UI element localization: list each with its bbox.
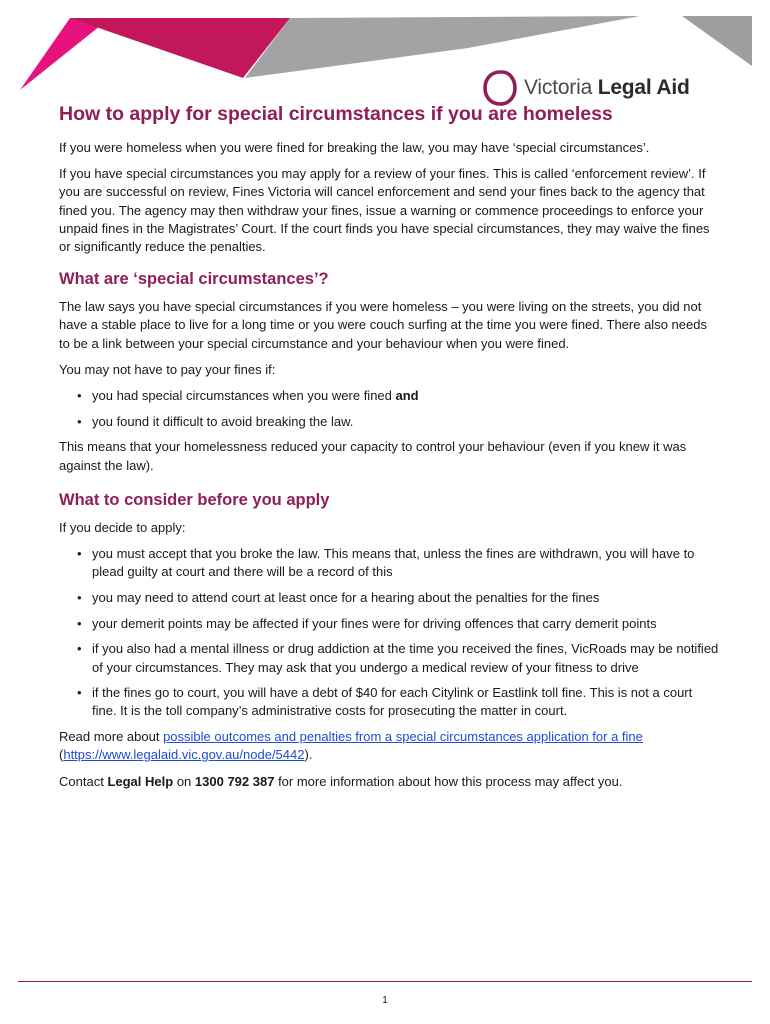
banner-pink-shape — [20, 18, 110, 90]
intro-paragraph-1: If you were homeless when you were fined for breaking the law, you may have ‘special circumstances’. — [59, 140, 650, 155]
footer-divider — [18, 981, 752, 982]
section1-paragraph-1: The law says you have special circumstances if you were homeless – you were living on the streets, you did not have a stable place to live for a long time or you were couch surfing at the time you were fined. There also needs to be a link between your special circumstance and your behaviour when you were fined. — [59, 299, 707, 351]
outcomes-url-link[interactable]: https://www.legalaid.vic.gov.au/node/5442 — [63, 747, 305, 763]
list-item: • you had special circumstances when you were fined and — [59, 387, 719, 405]
banner-grey-corner-shape — [682, 16, 752, 66]
section1-paragraph-2: You may not have to pay your fines if: — [59, 361, 276, 377]
list-item: • if the fines go to court, you will have a debt of $40 for each Citylink or Eastlink toll fine. This is not a court fine. It is the toll company’s administrative costs for prosecuting the matter in court. — [59, 684, 719, 720]
list-item: • if you also had a mental illness or drug addiction at the time you received the fines, VicRoads may be notified of your circumstances. They may ask that you undergo a medical review of your fitness to drive — [59, 640, 719, 676]
read-more-paragraph: Read more about possible outcomes and penalties from a special circumstances application for a fine (https://www.legalaid.vic.gov.au/node/5442). — [59, 729, 643, 763]
page-title: How to apply for special circumstances if you are homeless — [59, 103, 613, 125]
logo-text: Victoria Legal Aid — [524, 76, 690, 99]
section1-list — [59, 387, 719, 431]
page-number: 1 — [382, 995, 388, 1006]
section1-paragraph-3: This means that your homelessness reduced your capacity to control your behaviour (even if you knew it was against the law). — [59, 439, 687, 473]
list-item: • your demerit points may be affected if your fines were for driving offences that carry demerit points — [59, 615, 719, 633]
legal-help-name: Legal Help — [107, 773, 174, 789]
contact-paragraph: Contact Legal Help on 1300 792 387 for more information about how this process may affect you. — [59, 773, 623, 789]
phone-number: 1300 792 387 — [194, 773, 275, 789]
intro-paragraph-2: If you have special circumstances you may apply for a review of your fines. This is called ‘enforcement review’. If you are successful on review, Fines Victoria will cancel enforcement and send your fines back to the agency that fined you. The agency may then withdraw your fines, issue a warning or commence proceedings to enforce your unpaid fines in the Magistrates’ Court. If the court finds you have special circumstances, they may waive the fines or significantly reduce the penalties. — [59, 166, 710, 255]
outcomes-link[interactable]: possible outcomes and penalties from a special circumstances application for a fine — [163, 729, 643, 745]
section-heading-consider: What to consider before you apply — [59, 490, 330, 509]
section2-list — [59, 545, 719, 721]
section-heading-special-circumstances: What are ‘special circumstances’? — [59, 270, 329, 289]
list-item: • you must accept that you broke the law. This means that, unless the fines are withdrawn, you will have to plead guilty at court and there will be a record of this — [59, 545, 719, 581]
document-body — [59, 100, 719, 799]
page-title-continued: are homeless — [488, 103, 613, 125]
section2-lead: If you decide to apply: — [59, 519, 186, 535]
list-item: • you may need to attend court at least once for a hearing about the penalties for the fines — [59, 589, 719, 607]
list-item: • you found it difficult to avoid breaking the law. — [59, 413, 719, 431]
